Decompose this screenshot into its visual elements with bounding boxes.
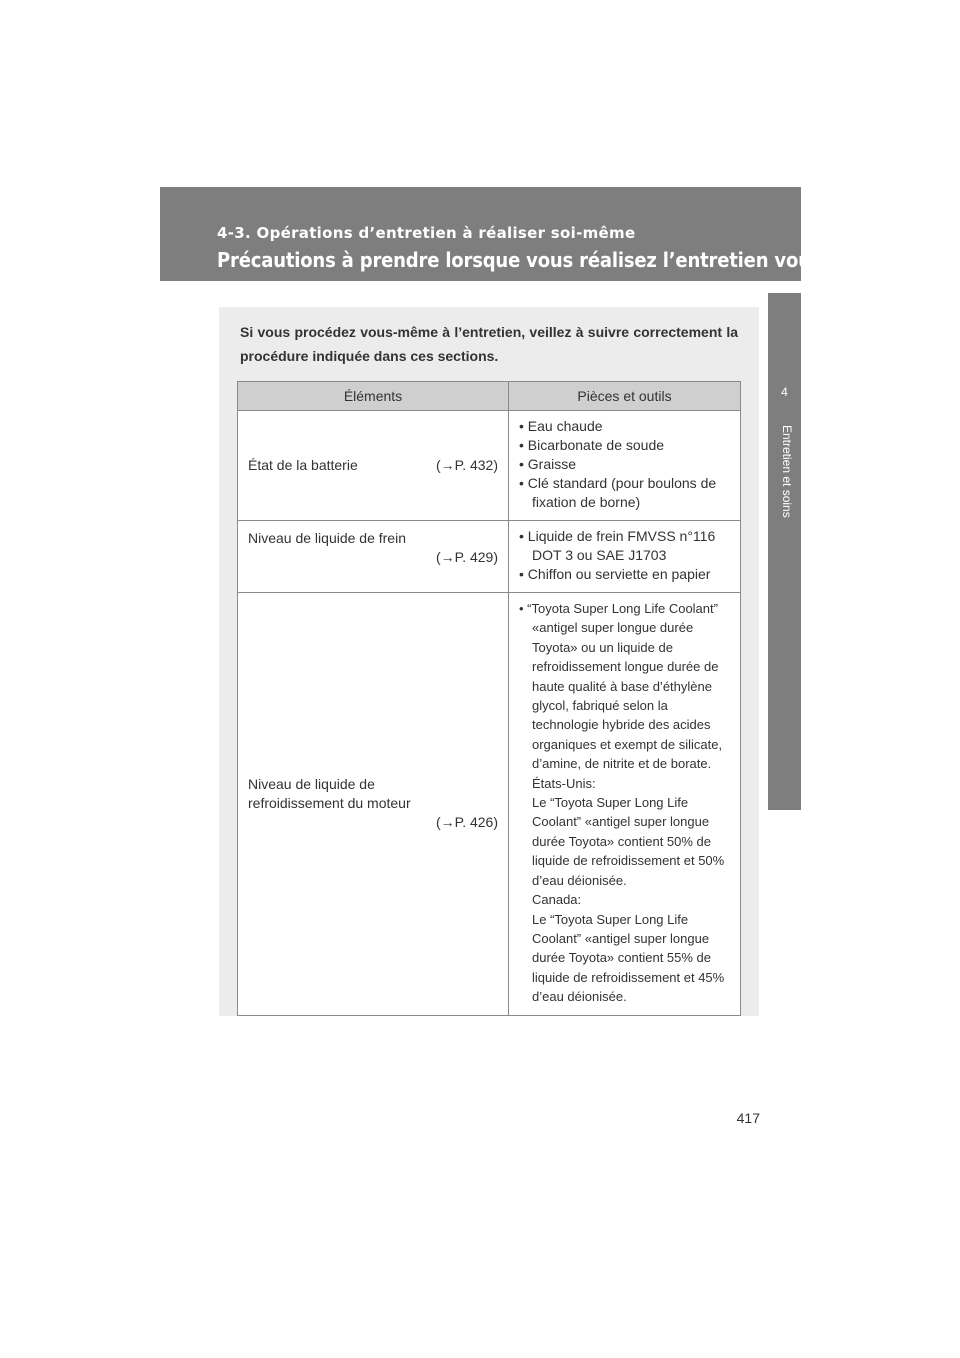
item-cell xyxy=(238,593,509,1016)
region-text-us: Le “Toyota Super Long Life Coolant” «antigel super longue durée Toyota» contient 50% de liquide de refroidissement et 50% d’eau déionisée. xyxy=(532,795,725,888)
parts-list xyxy=(519,417,734,512)
content-panel xyxy=(219,307,759,1016)
list-item: • “Toyota Super Long Life Coolant” «antigel super longue durée Toyota» ou un liquide de refroidissement longue durée de haute qualité à base d’éthylène glycol, fabriqué selon la technologie hybride des acides organiques et exempt de silicate, d’amine, de nitrite et de borate. xyxy=(519,599,734,774)
chapter-number: 4 xyxy=(781,385,788,399)
item-cell xyxy=(238,411,509,521)
list-item: • Clé standard (pour boulons de fixation de borne) xyxy=(519,474,734,512)
parts-cell xyxy=(509,411,741,521)
list-item: • Bicarbonate de soude xyxy=(519,436,734,455)
list-item: • Eau chaude xyxy=(519,417,734,436)
section-label: 4-3. Opérations d’entretien à réaliser soi-même xyxy=(217,224,636,242)
parts-list xyxy=(519,527,734,584)
parts-cell xyxy=(509,521,741,593)
page-reference: (→P. 432) xyxy=(436,457,498,473)
header-parts: Pièces et outils xyxy=(509,382,741,411)
page-reference: (→P. 426) xyxy=(436,814,498,831)
list-item: • Liquide de frein FMVSS n°116 DOT 3 ou SAE J1703 xyxy=(519,527,734,565)
header-items: Éléments xyxy=(238,382,509,411)
item-name: Niveau de liquide de frein xyxy=(248,530,406,546)
parts-cell xyxy=(509,593,741,1016)
chapter-side-tab xyxy=(768,293,801,810)
page-title: Précautions à prendre lorsque vous réalisez l’entretien vous-même xyxy=(217,248,890,272)
table-row xyxy=(238,411,741,521)
region-label-canada: Canada: xyxy=(532,892,582,908)
region-text-canada: Le “Toyota Super Long Life Coolant” «antigel super longue durée Toyota» contient 55% de liquide de refroidissement et 45% d’eau déionisée. xyxy=(532,911,725,1005)
item-name: Niveau de liquide de refroidissement du moteur xyxy=(248,776,411,812)
page-number: 417 xyxy=(736,1110,760,1126)
item-cell xyxy=(238,521,509,593)
list-item: • Graisse xyxy=(519,455,734,474)
table-header-row xyxy=(238,382,741,411)
item-name: État de la batterie xyxy=(248,457,358,473)
page-reference: (→P. 429) xyxy=(436,549,498,565)
header-band xyxy=(160,187,890,281)
parts-list xyxy=(519,599,734,774)
chapter-name: Entretien et soins xyxy=(780,425,794,518)
table-row xyxy=(238,521,741,593)
intro-text: Si vous procédez vous-même à l’entretien, veillez à suivre correctement la procédure indiquée dans ces sections. xyxy=(240,324,738,364)
region-label-us: États-Unis: xyxy=(532,775,596,791)
list-item: • Chiffon ou serviette en papier xyxy=(519,565,734,584)
table-row xyxy=(238,593,741,1016)
parts-table xyxy=(237,381,741,1016)
